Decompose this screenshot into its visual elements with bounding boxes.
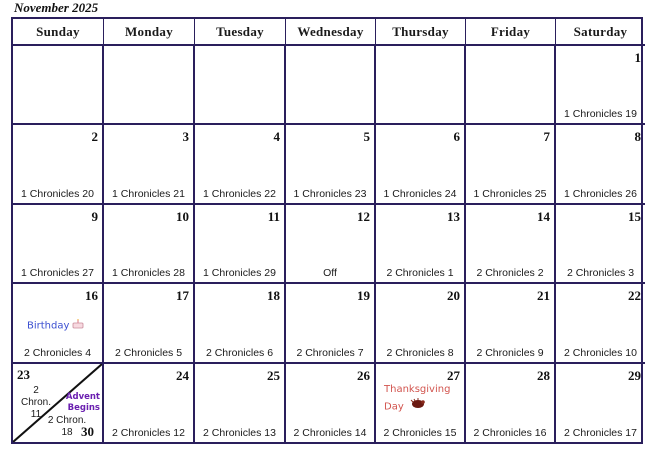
day-cell[interactable]: [286, 364, 376, 442]
day-reading: 2 Chronicles 8: [386, 347, 454, 359]
day-number: 26: [357, 368, 370, 383]
day-cell[interactable]: [13, 284, 104, 364]
day-number: 3: [182, 129, 189, 144]
day-reading: 2 Chronicles 6: [205, 347, 274, 359]
day-cell[interactable]: [376, 125, 466, 205]
weekday-header-tuesday: Tuesday: [195, 19, 286, 46]
day-reading: 2 Chronicles 7: [296, 347, 364, 359]
advent-event: [66, 392, 100, 414]
birthday-event: [27, 319, 84, 332]
day-number: 8: [634, 129, 641, 144]
event-line-text: Day: [384, 401, 404, 413]
day-number: 24: [176, 368, 189, 383]
day-reading: 2 Chronicles 3: [566, 267, 635, 279]
day-reading: 2 Chronicles 9: [476, 347, 544, 359]
day-reading: 2 Chronicles 13: [203, 427, 276, 439]
day-cell[interactable]: [466, 205, 556, 284]
event-line: [384, 398, 450, 416]
day-cell[interactable]: [13, 46, 104, 125]
event-line: Advent: [65, 392, 100, 402]
day-cell[interactable]: [286, 284, 376, 364]
day-cell[interactable]: [13, 205, 104, 284]
day-number: 14: [537, 209, 550, 224]
weekday-header-monday: Monday: [104, 19, 195, 46]
day-cell[interactable]: [556, 46, 645, 125]
day-number: 13: [447, 209, 460, 224]
day-cell[interactable]: [195, 205, 286, 284]
event-line: Thanksgiving: [384, 384, 451, 395]
day-reading: 2 Chronicles 1: [386, 267, 454, 279]
day-cell[interactable]: [286, 125, 376, 205]
day-cell[interactable]: [104, 205, 195, 284]
day-cell[interactable]: [376, 205, 466, 284]
cake-icon: [72, 319, 84, 332]
day-reading: 2 Chronicles 10: [564, 347, 637, 359]
day-number: 6: [453, 129, 460, 144]
day-number: 30: [81, 424, 94, 439]
weekday-header-friday: Friday: [466, 19, 556, 46]
day-reading: 2 Chronicles 4: [23, 347, 92, 359]
day-number: 21: [537, 288, 550, 303]
day-number: 5: [363, 129, 370, 144]
day-number: 29: [628, 368, 641, 383]
day-cell[interactable]: [556, 125, 645, 205]
day-cell[interactable]: [466, 284, 556, 364]
day-cell[interactable]: [195, 125, 286, 205]
day-cell[interactable]: [286, 46, 376, 125]
weekday-header-saturday: Saturday: [556, 19, 645, 46]
day-cell[interactable]: [104, 125, 195, 205]
day-number: 22: [628, 288, 641, 303]
day-number: 1: [634, 50, 641, 65]
day-reading: 1 Chronicles 20: [21, 188, 94, 200]
day-reading: 1 Chronicles 26: [564, 188, 637, 200]
day-cell[interactable]: [104, 46, 195, 125]
day-cell[interactable]: [195, 284, 286, 364]
day-reading: 1 Chronicles 24: [383, 188, 457, 200]
day-number: 17: [176, 288, 189, 303]
day-number: 20: [447, 288, 460, 303]
day-number: 11: [267, 209, 280, 224]
day-cell[interactable]: [556, 284, 645, 364]
day-cell[interactable]: [376, 46, 466, 125]
day-reading: 1 Chronicles 25: [473, 188, 547, 200]
day-cell[interactable]: [13, 125, 104, 205]
weekday-header-wednesday: Wednesday: [286, 19, 376, 46]
day-cell[interactable]: [376, 364, 466, 442]
reading-line: 2 Chron.: [47, 415, 87, 426]
day-reading: 1 Chronicles 22: [203, 188, 276, 200]
day-cell[interactable]: [104, 284, 195, 364]
day-cell[interactable]: [286, 205, 376, 284]
day-reading: 1 Chronicles 27: [21, 267, 94, 279]
day-reading: 1 Chronicles 28: [112, 267, 185, 279]
day-number: 16: [85, 288, 98, 303]
day-cell[interactable]: [376, 284, 466, 364]
day-number: 19: [357, 288, 370, 303]
reading-line: 11: [30, 409, 42, 420]
day-reading: 1 Chronicles 19: [564, 108, 637, 120]
event-label: Birthday: [27, 320, 70, 332]
weekday-header-sunday: Sunday: [13, 19, 104, 46]
day-reading: 1 Chronicles 21: [112, 188, 185, 200]
day-number: 18: [267, 288, 280, 303]
event-line: Begins: [67, 403, 100, 413]
reading-line: 18: [61, 427, 73, 438]
thanksgiving-event: [384, 382, 450, 416]
day-cell[interactable]: [195, 364, 286, 442]
day-reading: 2 Chronicles 14: [293, 427, 367, 439]
day-reading: 2 Chronicles 12: [112, 427, 185, 439]
day-number: 2: [91, 129, 98, 144]
day-number: 27: [447, 368, 460, 383]
day-number: 4: [273, 129, 280, 144]
day-number: 9: [91, 209, 98, 224]
day-cell[interactable]: [556, 364, 645, 442]
day-reading: 2 Chronicles 15: [383, 427, 457, 439]
day-number: 7: [543, 129, 550, 144]
day-reading: 2 Chronicles 2: [476, 267, 544, 279]
day-cell-split[interactable]: [13, 364, 104, 442]
weekday-header-thursday: Thursday: [376, 19, 466, 46]
day-reading: Off: [323, 267, 337, 279]
day-reading: 2 Chronicles 17: [564, 427, 637, 439]
day-cell[interactable]: [195, 46, 286, 125]
day-number: 23: [17, 367, 30, 382]
day-reading: 1 Chronicles 29: [203, 267, 276, 279]
day-cell[interactable]: [466, 46, 556, 125]
calendar-grid: [11, 17, 643, 444]
day-cell[interactable]: [556, 205, 645, 284]
day-number: 25: [267, 368, 280, 383]
day-reading: 1 Chronicles 23: [293, 188, 367, 200]
day-cell[interactable]: [466, 125, 556, 205]
day-cell[interactable]: [466, 364, 556, 442]
day-number: 15: [628, 209, 641, 224]
day-number: 28: [537, 368, 550, 383]
day-reading: 2 Chronicles 5: [114, 347, 183, 359]
calendar-title: November 2025: [14, 0, 99, 15]
day-cell[interactable]: [104, 364, 195, 442]
day-reading: 2 Chronicles 16: [473, 427, 547, 439]
day-number: 10: [176, 209, 189, 224]
turkey-icon: [410, 398, 426, 415]
reading-line: 2 Chron.: [20, 385, 51, 408]
day-number: 12: [357, 209, 370, 224]
